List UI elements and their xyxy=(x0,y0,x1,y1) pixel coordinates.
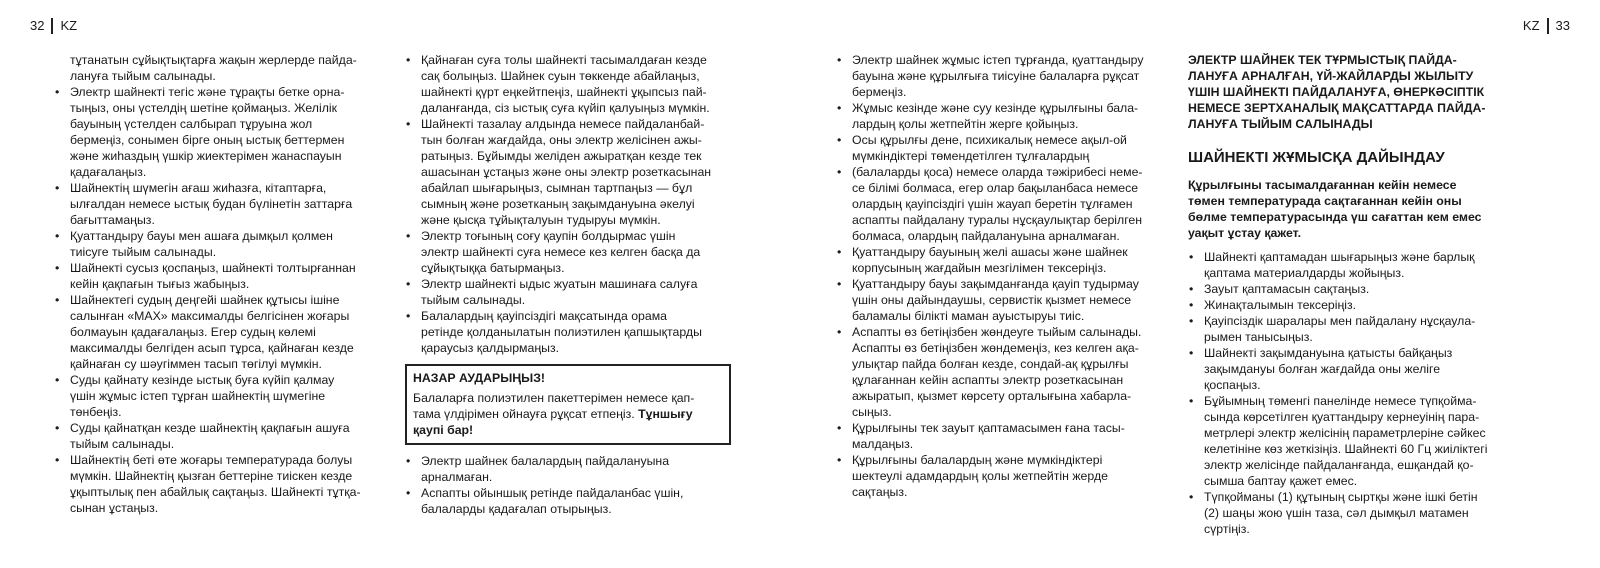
text-line: тұтанатын сұйықтықтарға жақын жерлерде пайда- xyxy=(70,53,357,67)
safety-list xyxy=(836,52,1162,500)
text-line: сүртіңіз. xyxy=(1204,522,1250,536)
text-line: сында көрсетілген қуаттандыру кернеуінің пара- xyxy=(1204,410,1480,424)
text-line: бауының үстелден салбырап тұруына жол xyxy=(70,117,313,131)
text-line: • Қауіпсіздік шаралары мен пайдалану нұсқаула- xyxy=(1204,314,1476,328)
list-item xyxy=(405,116,735,228)
text-line: • (балаларды қоса) немесе оларда тәжірибесі неме- xyxy=(852,165,1143,179)
list-item xyxy=(836,276,1162,324)
list-item xyxy=(54,292,376,372)
text-line: ретінде қолданылатын полиэтилен қапшықтарды xyxy=(421,325,702,339)
text-line: сымның және розетканың зақымдануына әкелуі xyxy=(421,197,695,211)
text-line: корпусының жағдайын мезгілімен тексеріңіз. xyxy=(852,261,1107,275)
list-item xyxy=(1188,345,1510,393)
text-line: • Шайнекті зақымдануына қатысты байқаңыз xyxy=(1204,346,1453,360)
text-line: мүмкін. Шайнектің қызған беттеріне тиіскен кезде xyxy=(70,469,353,483)
text-line: • Электр шайнекті ыдыс жуатын машинаға салуға xyxy=(421,277,698,291)
list-item xyxy=(405,308,735,356)
column-2 xyxy=(405,52,735,517)
text-line: • Шайнектегі судың деңгейі шайнек құтысы ішіне xyxy=(70,293,340,307)
page-number-right: 33 xyxy=(1555,18,1570,33)
text-line: тиісуге тыйым салынады. xyxy=(70,245,217,259)
text-line: • Аспапты ойыншық ретінде пайдаланбас үшін, xyxy=(421,486,684,500)
text-line: метрлері электр желісінің параметрлеріне сәйкес xyxy=(1204,426,1486,440)
children-safety-list xyxy=(405,453,735,517)
text-line: тын болған жағдайда, оны электр желісінен ажы- xyxy=(421,133,702,147)
list-item xyxy=(54,372,376,420)
text-line: сұйықтыққа батырмаңыз. xyxy=(421,261,565,275)
text-line: сыңыз. xyxy=(852,405,892,419)
text-line: сынан ұстаңыз. xyxy=(70,501,159,515)
text-line: шайнекті қүрт еңкейтпеңіз, шайнекті ұқыпсыз пай- xyxy=(421,85,707,99)
right-page-header xyxy=(1523,18,1570,34)
heading-line: НЕМЕСЕ ЗЕРТХАНАЛЫҚ МАҚСАТТАРДА ПАЙДА- xyxy=(1188,101,1486,115)
text-line: • Электр шайнекті тегіс және тұрақты бетке орна- xyxy=(70,85,345,99)
list-item xyxy=(54,420,376,452)
text-line: бермеңіз. xyxy=(852,85,907,99)
text-line: лануға тыйым салынады. xyxy=(70,69,216,83)
text-line: қадағалаңыз. xyxy=(70,165,147,179)
text-line: • Шайнекті қаптамадан шығарыңыз және барлық xyxy=(1204,250,1475,264)
text-line: электр шайнекті суға немесе кез келген басқа да xyxy=(421,245,701,259)
list-item xyxy=(54,180,376,228)
text-line: се білімі болмаса, егер олар бақыланбаса немесе xyxy=(852,181,1139,195)
language-label-right: KZ xyxy=(1523,18,1549,34)
text-line: балаларды қадағалап отырыңыз. xyxy=(421,502,612,516)
warning-box xyxy=(405,364,731,445)
list-item xyxy=(836,452,1162,500)
heading-line: ҮШІН ШАЙНЕКТІ ПАЙДАЛАНУҒА, ӨНЕРКӘСІПТІК xyxy=(1188,85,1485,99)
preparation-note xyxy=(1188,177,1510,241)
warning-text: тама үлдірімен ойнауға рұқсат етпеңіз. xyxy=(413,407,639,421)
text-line: • Шайнекті сусыз қоспаңыз, шайнекті толтырғаннан xyxy=(70,261,356,275)
text-line: тыңыз, оны үстелдің шетіне қоймаңыз. Желілік xyxy=(70,101,337,115)
usage-restriction-heading xyxy=(1188,52,1510,132)
list-item xyxy=(54,228,376,260)
text-line: малдаңыз. xyxy=(852,437,914,451)
text-line: төнбеңіз. xyxy=(70,405,122,419)
text-line: үшін оны дайындаушы, сервистік қызмет немесе xyxy=(852,293,1132,307)
text-line: құлағаннан кейін аспапты электр розеткасынан xyxy=(852,373,1124,387)
text-line: болмаса, олардың пайдалануына арналмаған. xyxy=(852,229,1120,243)
text-line: • Жұмыс кезінде және суу кезінде құрылғыны бала- xyxy=(852,101,1139,115)
text-line: мүмкіндіктері төмендетілген тұлғалардың xyxy=(852,149,1090,163)
list-item xyxy=(1188,393,1510,489)
text-line: ашасынан ұстаңыз және оны электр розеткасынан xyxy=(421,165,712,179)
list-item xyxy=(1188,249,1510,281)
text-line: Балаларға полиэтилен пакеттерімен немесе қап- xyxy=(413,391,695,405)
text-line: үшін жұмыс істеп тұрған шайнектің шүмегіне xyxy=(70,389,326,403)
text-line: тыйым салынады. xyxy=(70,437,175,451)
page-number-left: 32 xyxy=(30,18,53,34)
text-line: • Түпқойманы (1) құтының сыртқы және ішкі бетін xyxy=(1204,490,1478,504)
text-line: бауына және құрылғыға тиісуіне балаларға рұқсат xyxy=(852,69,1140,83)
warning-title: НАЗАР АУДАРЫҢЫЗ! xyxy=(413,371,545,385)
warning-text-line xyxy=(413,406,723,422)
text-line: • Бұйымның төменгі панелінде немесе түпқойма- xyxy=(1204,394,1477,408)
column-3 xyxy=(836,52,1162,500)
text-line: • Құрылғыны тек зауыт қаптамасымен ғана тасы- xyxy=(852,421,1125,435)
text-line: ратыңыз. Бұйымды желіден ажыратқан кезде тек xyxy=(421,149,702,163)
text-line: лардың қолы жетпейтін жерге қойыңыз. xyxy=(852,117,1079,131)
text-line: • Электр шайнек жұмыс істеп тұрғанда, қуаттандыру xyxy=(852,53,1144,67)
intro-paragraph xyxy=(54,52,376,84)
note-line: уақыт ұстау қажет. xyxy=(1188,226,1301,240)
text-line: кейін қақпағын тығыз жабыңыз. xyxy=(70,277,250,291)
list-item xyxy=(1188,489,1510,537)
heading-line: ЛАНУҒА АРНАЛҒАН, ҮЙ-ЖАЙЛАРДЫ ЖЫЛЫТУ xyxy=(1188,69,1474,83)
text-line: • Аспапты өз бетіңізбен жөндеуге тыйым салынады. xyxy=(852,325,1142,339)
text-line: қайнаған су шәугіммен тасып төгілуі мүмкін. xyxy=(70,357,322,371)
text-line: салынған «MAX» максималды белгісінен жоғары xyxy=(70,309,350,323)
list-item xyxy=(1188,313,1510,345)
text-line: бағыттамаңыз. xyxy=(70,213,155,227)
text-line: олардың қауіпсіздігі үшін жауап беретін тұлғамен xyxy=(852,197,1133,211)
text-line: шектеулі адамдардың қолы жетпейтін жерде xyxy=(852,469,1108,483)
text-line: максималды белгіден асып тұрса, қайнаған кезде xyxy=(70,341,354,355)
text-line: және жиһаздың үшкір жиектерімен жанаспауын xyxy=(70,149,342,163)
text-line: және қысқа тұйықталуын тудыруы мүмкін. xyxy=(421,213,661,227)
text-line: • Жинақталымын тексеріңіз. xyxy=(1204,298,1357,312)
text-line: (2) шаңы жою үшін таза, сәл дымқыл матамен xyxy=(1204,506,1469,520)
text-line: Аспапты өз бетіңізбен жөндемеңіз, кез келген ақа- xyxy=(852,341,1139,355)
text-line: қоспаңыз. xyxy=(1204,378,1261,392)
warning-emphasis: Тұншығу xyxy=(638,407,693,421)
safety-list xyxy=(54,84,376,516)
text-line: болмауын қадағалаңыз. Егер судың көлемі xyxy=(70,325,316,339)
text-line: ұқыптылық пен абайлық сақтаңыз. Шайнекті тұтқа- xyxy=(70,485,361,499)
heading-line: ЭЛЕКТР ШАЙНЕК ТЕК ТҰРМЫСТЫҚ ПАЙДА- xyxy=(1188,53,1457,67)
section-title: ШАЙНЕКТІ ЖҰМЫСҚА ДАЙЫНДАУ xyxy=(1188,149,1445,166)
note-line: төмен температурада сақтағаннан кейін оны xyxy=(1188,194,1462,208)
list-item xyxy=(836,420,1162,452)
text-line: қараусыз қалдырмаңыз. xyxy=(421,341,560,355)
language-label-left: KZ xyxy=(60,18,78,33)
list-item xyxy=(54,84,376,180)
text-line: рымен танысыңыз. xyxy=(1204,330,1313,344)
text-line: • Осы құрылғы дене, психикалық немесе ақыл-ой xyxy=(852,133,1127,147)
list-item xyxy=(836,164,1162,244)
list-item xyxy=(405,276,735,308)
column-1 xyxy=(54,52,376,516)
text-line: қаптама материалдарды жойыңыз. xyxy=(1204,266,1405,280)
text-line: аспапты пайдалану туралы нұсқаулықтар берілген xyxy=(852,213,1143,227)
text-line: сақ болыңыз. Шайнек суын төккенде абайлаңыз, xyxy=(421,69,700,83)
text-line: зақымдануы болған жағдайда оны желіге xyxy=(1204,362,1441,376)
text-line: • Қуаттандыру бауының желі ашасы және шайнек xyxy=(852,245,1128,259)
text-line: арналмаған. xyxy=(421,470,493,484)
text-line: • Суды қайнату кезінде ыстық буға күйіп қалмау xyxy=(70,373,335,387)
text-line: ылғалдан немесе ыстық будан бүлінетін заттарға xyxy=(70,197,353,211)
heading-line: ЛАНУҒА ТЫЙЫМ САЛЫНАДЫ xyxy=(1188,117,1373,131)
list-item xyxy=(836,132,1162,164)
column-4 xyxy=(1188,52,1510,537)
text-line: абайлап шығарыңыз, сымнан тартпаңыз — бұл xyxy=(421,181,693,195)
text-line: • Қуаттандыру бауы мен ашаға дымқыл қолмен xyxy=(70,229,333,243)
left-page-header xyxy=(30,18,77,34)
list-item xyxy=(836,324,1162,420)
list-item xyxy=(1188,281,1510,297)
text-line: улықтар пайда болған кезде, сондай-ақ құрылғы xyxy=(852,357,1129,371)
text-line: ажыратып, қызмет көрсету орталығына хабарла- xyxy=(852,389,1132,403)
list-item xyxy=(405,485,735,517)
text-line: баламалы білікті маман ауыстыруы тиіс. xyxy=(852,309,1085,323)
safety-list xyxy=(405,52,735,356)
note-line: Құрылғыны тасымалдағаннан кейін немесе xyxy=(1188,178,1457,192)
text-line: • Балалардың қауіпсіздігі мақсатында орама xyxy=(421,309,668,323)
text-line: • Шайнектің беті өте жоғары температурада болуы xyxy=(70,453,353,467)
text-line: • Қуаттандыру бауы зақымданғанда қауіп тудырмау xyxy=(852,277,1139,291)
text-line: даланғанда, сіз ыстық суға күйіп қалуыңыз мүмкін. xyxy=(421,101,710,115)
text-line: • Құрылғыны балалардың және мүмкіндіктері xyxy=(852,453,1103,467)
preparation-list xyxy=(1188,249,1510,537)
text-line: • Қайнаған суға толы шайнекті тасымалдаған кезде xyxy=(421,53,707,67)
warning-emphasis-line: қаупі бар! xyxy=(413,423,474,437)
text-line: • Зауыт қаптамасын сақтаңыз. xyxy=(1204,282,1370,296)
note-line: бөлме температурасында үш сағаттан кем емес xyxy=(1188,210,1482,224)
list-item xyxy=(54,452,376,516)
text-line: • Шайнектің шүмегін ағаш жиһазға, кітаптарға, xyxy=(70,181,327,195)
text-line: электр желісінде пайдаланғанда, ешқандай қо- xyxy=(1204,458,1474,472)
list-item xyxy=(836,52,1162,100)
text-line: тыйым салынады. xyxy=(421,293,526,307)
text-line: • Электр шайнек балалардың пайдалануына xyxy=(421,454,670,468)
text-line: келетініне көз жеткізіңіз. Шайнекті 60 Гц жиіліктегі xyxy=(1204,442,1488,456)
text-line: бермеңіз, сонымен бірге оның ыстық беттермен xyxy=(70,133,345,147)
list-item xyxy=(405,228,735,276)
list-item xyxy=(836,100,1162,132)
list-item xyxy=(54,260,376,292)
text-line: сақтаңыз. xyxy=(852,485,908,499)
list-item xyxy=(836,244,1162,276)
list-item xyxy=(405,52,735,116)
list-item xyxy=(405,453,735,485)
text-line: • Электр тоғының соғу қаупін болдырмас үшін xyxy=(421,229,676,243)
text-line: • Суды қайнатқан кезде шайнектің қақпағын ашуға xyxy=(70,421,350,435)
text-line: • Шайнекті тазалау алдында немесе пайдаланбай- xyxy=(421,117,705,131)
text-line: сымша баптау қажет емес. xyxy=(1204,474,1358,488)
list-item xyxy=(1188,297,1510,313)
